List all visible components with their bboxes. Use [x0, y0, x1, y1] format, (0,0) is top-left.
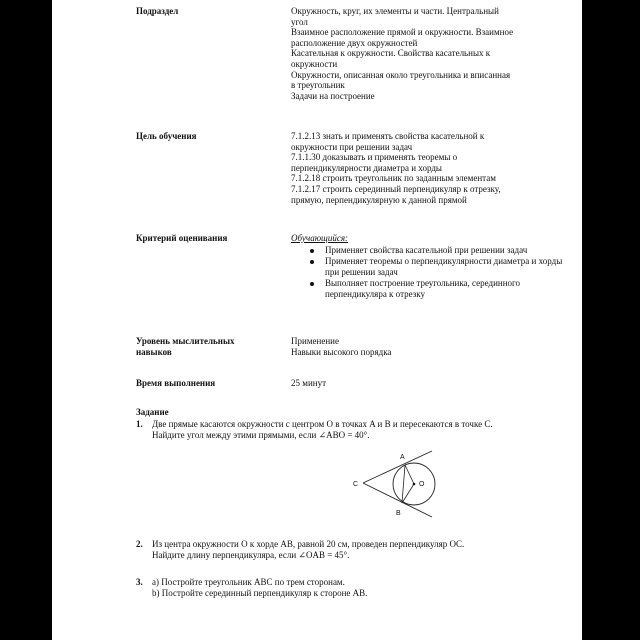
learning-goal-line: окружности при решении задач: [291, 141, 413, 152]
criteria-item: Применяет теоремы о перпендикулярности диаметра и хорды при решении задач: [325, 256, 571, 277]
criteria-label: Критерий оценивания: [136, 233, 228, 243]
radius-ob: [402, 484, 414, 503]
criteria-item: Выполняет построение треугольника, серединного перпендикуляра к отрезку: [325, 278, 571, 299]
task-number: 1.: [136, 419, 143, 429]
criteria-item: Применяет свойства касательной при решении задач: [325, 245, 571, 256]
learning-goal-line: 7.1.2.13 знать и применять свойства касательной к: [291, 131, 485, 141]
label-o: O: [419, 481, 425, 488]
task-line: Две прямые касаются окружности с центром O в точках A и B и пересекаются в точке C.: [152, 419, 493, 429]
task-3: [136, 577, 576, 599]
subsection-line: в треугольник: [291, 80, 345, 91]
task-number: 3.: [136, 577, 143, 587]
subsection-line: угол: [291, 16, 308, 27]
learning-goal-line: 7.1.2.18 строить треугольник по заданным элементам: [291, 173, 496, 184]
thinking-level-line: Навыки высокого порядка: [291, 346, 392, 357]
task-heading: Задание: [136, 407, 169, 417]
criteria-list: [291, 245, 571, 300]
subsection-line: расположение двух окружностей: [291, 37, 418, 48]
learning-goal-line: перпендикулярности диаметра и хорды: [291, 162, 442, 173]
worksheet-page: [52, 0, 582, 640]
thinking-level-label-line: навыков: [136, 347, 172, 357]
task-line: Найдите длину перпендикуляра, если ∠OAB = 45°.: [152, 550, 350, 560]
learning-goal-line: 7.1.1.30 доказывать и применять теоремы о: [291, 152, 458, 163]
task-line: b) Постройте серединный перпендикуляр к стороне AB.: [152, 588, 368, 598]
task-2: [136, 539, 576, 561]
task-line: a) Постройте треугольник ABC по трем сторонам.: [152, 577, 345, 587]
learning-goal-line: 7.1.2.17 строить серединный перпендикуляр к отрезку,: [291, 183, 501, 194]
subsection-line: Взаимное расположение прямой и окружности. Взаимное: [291, 27, 514, 38]
subsection-line: Окружности, описанная около треугольника и вписанная: [291, 69, 511, 80]
label-b: B: [396, 510, 401, 517]
thinking-level-label: [136, 336, 235, 358]
task-body: [152, 539, 576, 561]
subsection-line: Касательная к окружности. Свойства касательных к: [291, 48, 491, 59]
subsection-line: Окружность, круг, их элементы и части. Центральный: [291, 6, 499, 16]
tangent-line-ca: [363, 451, 432, 483]
chord-ab: [402, 465, 405, 503]
learning-goal-line: прямую, перпендикулярную к данной прямой: [291, 194, 467, 205]
time-value: 25 минут: [291, 378, 327, 388]
subsection-value: [291, 6, 571, 101]
task-body: [152, 577, 576, 599]
tangent-circle-diagram: [292, 446, 442, 522]
label-a: A: [400, 454, 405, 461]
thinking-level-label-line: Уровень мыслительных: [136, 336, 235, 346]
task-line: Из центра окружности O к хорде AB, равной 20 см, проведен перпендикуляр OC.: [152, 539, 465, 549]
task-1: [136, 419, 576, 441]
criteria-title: Обучающийся:: [291, 233, 349, 243]
subsection-line: окружности: [291, 58, 338, 69]
time-label: Время выполнения: [136, 378, 216, 388]
subsection-line: Задачи на построение: [291, 90, 375, 101]
label-c: C: [353, 481, 359, 488]
task-number: 2.: [136, 539, 143, 549]
thinking-level-value: [291, 336, 571, 357]
subsection-label: Подраздел: [136, 6, 179, 16]
thinking-level-line: Применение: [291, 336, 339, 346]
center-point: [413, 483, 416, 486]
learning-goal-value: [291, 131, 571, 205]
criteria-value: [291, 233, 571, 301]
learning-goal-label: Цель обучения: [136, 131, 197, 141]
task-body: [152, 419, 576, 441]
task-line: Найдите угол между этими прямыми, если ∠ABO = 40°.: [152, 430, 370, 440]
radius-oa: [405, 465, 414, 484]
